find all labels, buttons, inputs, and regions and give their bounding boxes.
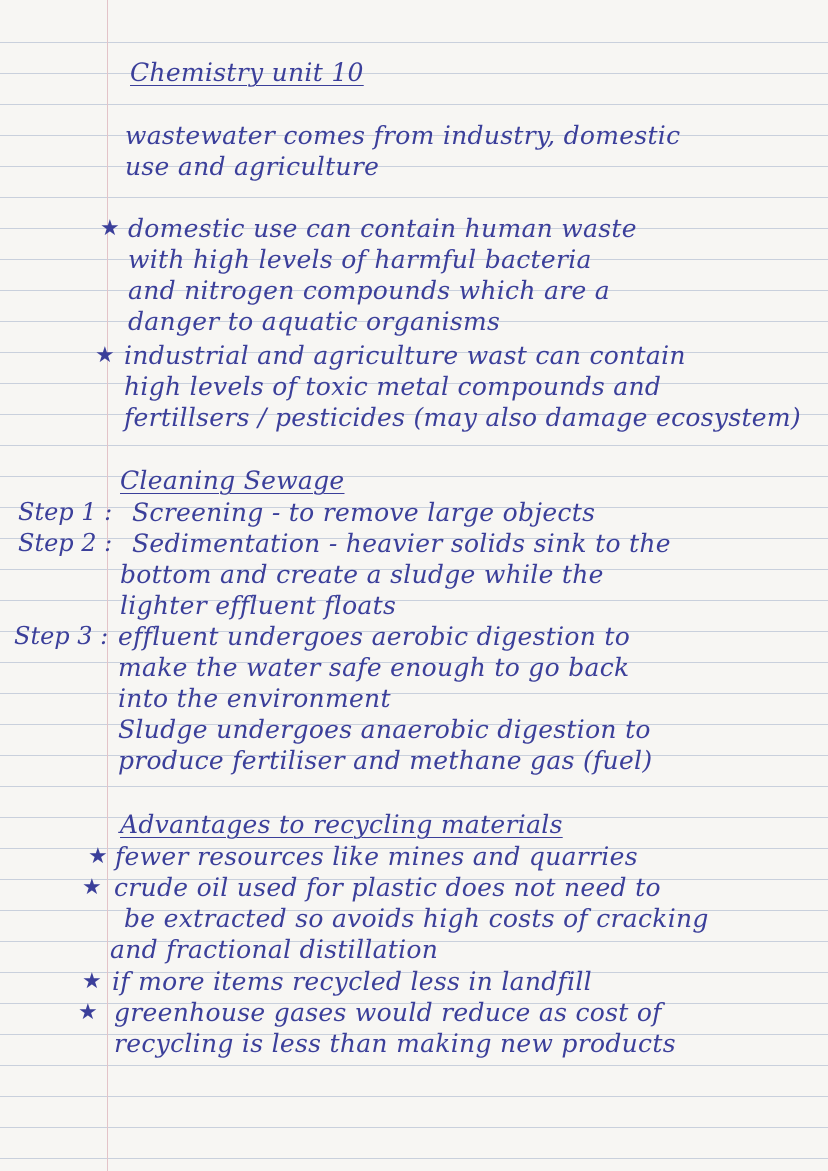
- point1-line: domestic use can contain human waste: [128, 214, 637, 243]
- star-icon: ★: [95, 343, 115, 368]
- intro-line-2: use and agriculture: [125, 152, 380, 181]
- star-icon: ★: [82, 875, 102, 900]
- star-icon: ★: [82, 969, 102, 994]
- advantage-line: recycling is less than making new products: [114, 1029, 676, 1058]
- step-line: lighter effluent floats: [120, 591, 397, 620]
- star-icon: ★: [78, 1000, 98, 1025]
- advantage-line: greenhouse gases would reduce as cost of: [114, 998, 662, 1027]
- step-line: Sedimentation - heavier solids sink to the: [132, 529, 671, 558]
- sewage-heading: Cleaning Sewage: [120, 466, 345, 495]
- point1-line: and nitrogen compounds which are a: [128, 276, 610, 305]
- step-line: effluent undergoes aerobic digestion to: [118, 622, 631, 651]
- step-line: produce fertiliser and methane gas (fuel): [118, 746, 653, 775]
- margin-line: [107, 0, 108, 1171]
- point2-line: fertillsers / pesticides (may also damage ecosystem): [124, 403, 801, 432]
- intro-line-1: wastewater comes from industry, domestic: [125, 121, 681, 150]
- advantage-line: and fractional distillation: [110, 935, 439, 964]
- star-icon: ★: [100, 216, 120, 241]
- page-title: Chemistry unit 10: [130, 58, 364, 87]
- advantage-line: crude oil used for plastic does not need to: [114, 873, 661, 902]
- step-line: into the environment: [118, 684, 391, 713]
- step-label: Step 3 :: [14, 622, 109, 650]
- step-line: Screening - to remove large objects: [132, 498, 596, 527]
- point1-line: danger to aquatic organisms: [128, 307, 501, 336]
- step-label: Step 2 :: [18, 529, 113, 557]
- point2-line: industrial and agriculture wast can contain: [124, 341, 686, 370]
- point1-line: with high levels of harmful bacteria: [128, 245, 592, 274]
- advantage-line: fewer resources like mines and quarries: [115, 842, 638, 871]
- advantages-heading: Advantages to recycling materials: [120, 810, 563, 839]
- step-line: bottom and create a sludge while the: [120, 560, 604, 589]
- advantage-line: be extracted so avoids high costs of cracking: [124, 904, 709, 933]
- step-line: Sludge undergoes anaerobic digestion to: [118, 715, 651, 744]
- step-line: make the water safe enough to go back: [118, 653, 630, 682]
- step-label: Step 1 :: [18, 498, 113, 526]
- star-icon: ★: [88, 844, 108, 869]
- point2-line: high levels of toxic metal compounds and: [124, 372, 662, 401]
- advantage-line: if more items recycled less in landfill: [112, 967, 592, 996]
